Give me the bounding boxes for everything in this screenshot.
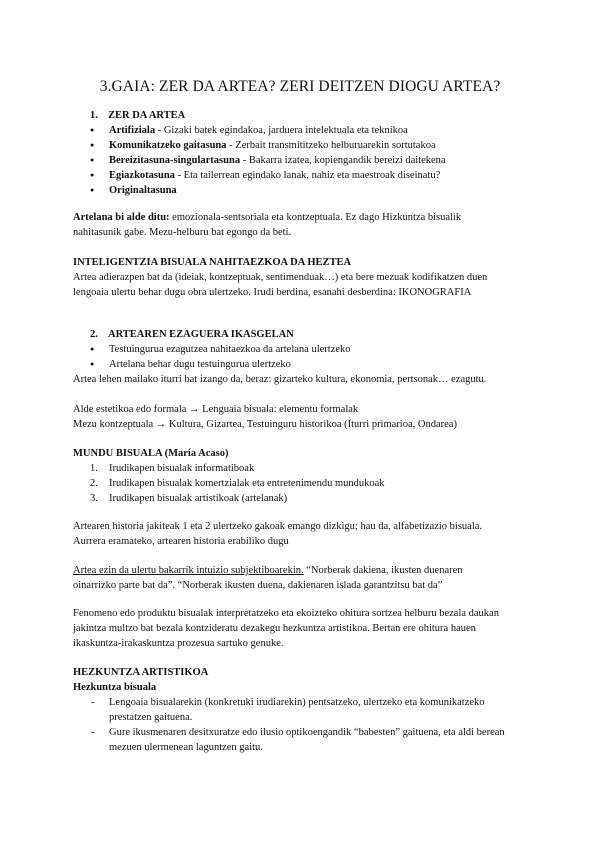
list-item: ● Artelana behar dugu testuingurua ulertzeko [73,357,543,372]
list-item: ● Bereizitasuna-singulartasuna - Bakarra izatea, kopiengandik bereizi daitekena [73,153,543,168]
section-zer-da-artea [73,108,543,198]
paragraph-quote: Artea ezin da ulertu bakarrik intuizio subjektiboarekin. “Norberak dakiena, ikusten duenaren oinarrizko parte bat da”. “Norberak ikusten duena, dakienaren islada garantzitsu bat da” [73,565,463,591]
bullet-list [73,342,543,372]
section-subheading: Hezkuntza bisuala [73,682,157,693]
section-heading: 1. ZER DA ARTEA [90,110,186,121]
bullet-list [73,123,543,198]
section-heading: MUNDU BISUALA (María Acaso) [73,448,229,459]
paragraph-aldeak: Alde estetikoa edo formala → Lenguaia bisuala: elementu formalak Mezu kontzeptuala → Kultura, Gizartea, Testuinguru historikoa (Iturri primarioa, Ondarea) [73,404,457,430]
paragraph-artelana: Artelana bi alde ditu: emozionala-sentsoriala eta kontzeptuala. Ez dago Hizkuntza bisualik nahitasunik gabe. Mezu-helburu bat egongo da beti. [73,212,462,238]
list-item: ● Egiazkotasuna - Eta tailerrean egindako lanak, nahiz eta maestroak diseinatu? [73,168,543,183]
section-artearen-ezaguera: 2. ARTEAREN EZAGUERA IKASGELAN ● Testuingurua ezagutzea nahitaezkoa da artelana ulertzeko ● Artelana behar dugu testuingurua ulertzeko Artea lehen mailako iturri bat izango da, beraz: gizarteko kultura, ekonomia, pertsonak… ezagutu. [73,327,543,387]
numbered-list [73,461,543,506]
section-heading: INTELIGENTZIA BISUALA NAHITAEZKOA DA HEZTEA [73,257,352,268]
list-item: ● Komunikatzeko gaitasuna - Zerbait transmititzeko helburuarekin sortutakoa [73,138,543,153]
section-mundu-bisuala [73,446,543,506]
list-item: - Gure ikusmenaren desitxuratze edo ilusio optikoengandik “babesten” gaituena, eta aldi berean mezuen ulermenean laguntzen gaitu. [73,725,543,755]
section-heading: 2. ARTEAREN EZAGUERA IKASGELAN [90,329,294,340]
section-inteligentzia-bisuala: INTELIGENTZIA BISUALA NAHITAEZKOA DA HEZTEA Artea adierazpen bat da (ideiak, kontzeptuak, sentimenduak…) eta bere mezuak kodifikatzen duen lengoaia ulertu behar dugu obra ulertzeko. Irudi berdina, esanahi desberdina: IKONOGRAFIA [73,255,543,300]
list-item: - Lengoaia bisualarekin (konkretuki irudiarekin) pentsatzeko, ulertzeko eta komunikatzeko prestatzen gaituena. [73,695,543,725]
list-item: ● Artifiziala - Gizaki batek egindakoa, jarduera intelektuala eta teknikoa [73,123,543,138]
paragraph-historia: Artearen historia jakiteak 1 eta 2 ulertzeko gakoak emango dizkigu; hau da, alfabetizazio bisuala. Aurrera eramateko, artearen historia erabiliko dugu [73,521,483,547]
section-hezkuntza-artistikoa [73,665,543,755]
list-item: ● Originaltasuna [73,183,543,198]
list-item: 1. Irudikapen bisualak informatiboak [90,463,255,474]
list-item: 3. Irudikapen bisualak artistikoak (artelanak) [90,493,288,504]
list-item: ● Testuingurua ezagutzea nahitaezkoa da artelana ulertzeko [73,342,543,357]
paragraph-fenomeno: Fenomeno edo produktu bisualak interpretatzeko eta ekoizteko ohitura sortzea helburu bezala daukan jakintza multzo bat bezala kontzideratu dezakegu hezkuntza artistikoa. Bertan ere ohitura hauen ikaskuntza-irakaskuntza prozesua sartuko genuke. [73,608,499,649]
dash-list [73,695,543,755]
page-title: 3.GAIA: ZER DA ARTEA? ZERI DEITZEN DIOGU ARTEA? [99,78,501,95]
list-item: 2. Irudikapen bisualak komertzialak eta entretenimendu mundukoak [90,478,385,489]
section-heading: HEZKUNTZA ARTISTIKOA [73,667,209,678]
